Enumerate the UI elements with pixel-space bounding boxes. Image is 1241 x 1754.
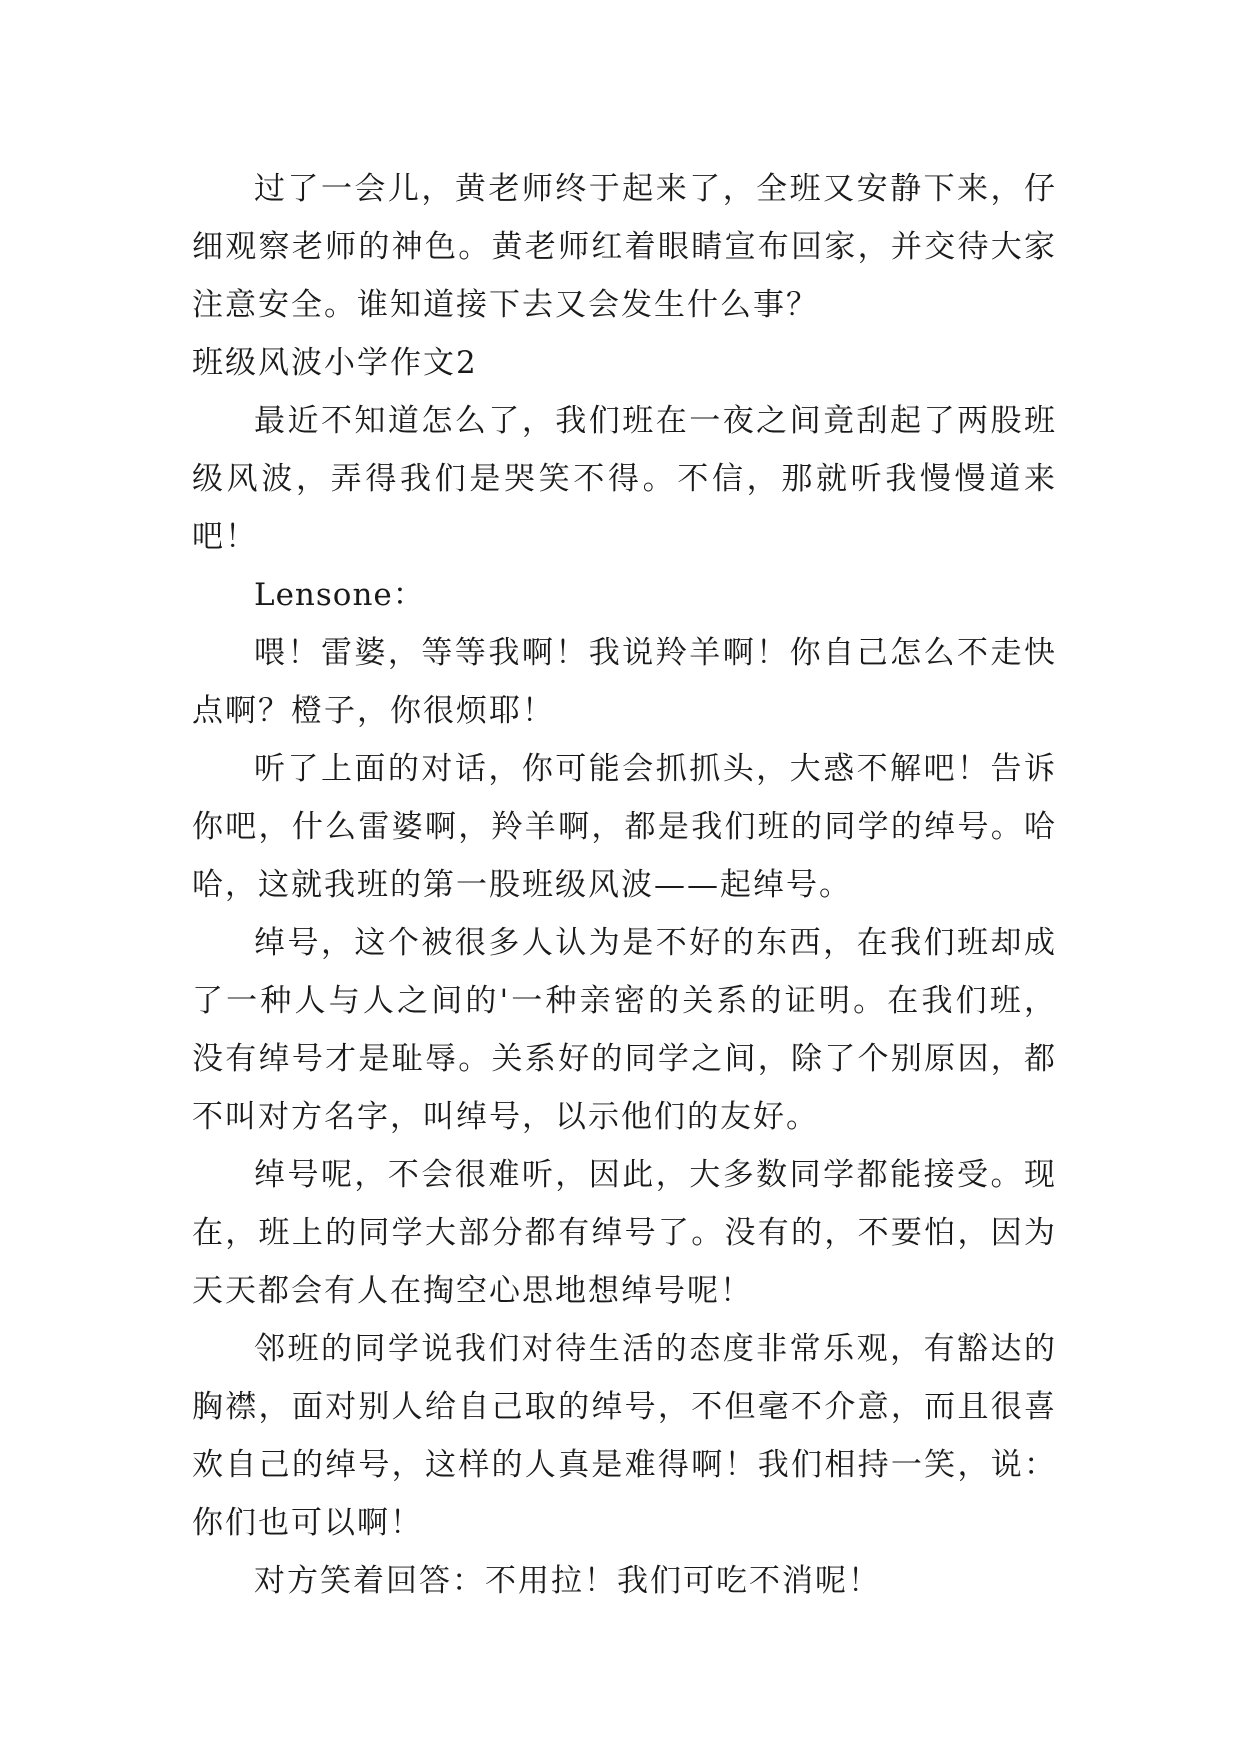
paragraph-7: 邻班的同学说我们对待生活的态度非常乐观，有豁达的胸襟，面对别人给自己取的绰号，不但毫不介意，而且很喜欢自己的绰号，这样的人真是难得啊！我们相持一笑，说：你们也可以啊！ <box>192 1331 1057 1541</box>
paragraph-2: 最近不知道怎么了，我们班在一夜之间竟刮起了两股班级风波，弄得我们是哭笑不得。不信，那就听我慢慢道来吧！ <box>192 403 1057 555</box>
paragraph-6: 绰号呢，不会很难听，因此，大多数同学都能接受。现在，班上的同学大部分都有绰号了。没有的，不要怕，因为天天都会有人在掏空心思地想绰号呢！ <box>192 1157 1057 1309</box>
document-page <box>192 160 1057 1610</box>
paragraph-3: 喂！雷婆，等等我啊！我说羚羊啊！你自己怎么不走快点啊？橙子，你很烦耶！ <box>192 635 1057 729</box>
paragraph-5: 绰号，这个被很多人认为是不好的东西，在我们班却成了一种人与人之间的'一种亲密的关系的证明。在我们班，没有绰号才是耻辱。关系好的同学之间，除了个别原因，都不叫对方名字，叫绰号，以示他们的友好。 <box>192 925 1057 1135</box>
speaker-label: Lensone： <box>254 577 425 613</box>
paragraph-1: 过了一会儿，黄老师终于起来了，全班又安静下来，仔细观察老师的神色。黄老师红着眼睛宣布回家，并交待大家注意安全。谁知道接下去又会发生什么事？ <box>192 171 1057 323</box>
paragraph-8: 对方笑着回答：不用拉！我们可吃不消呢！ <box>254 1563 881 1599</box>
section-title: 班级风波小学作文2 <box>192 345 478 381</box>
paragraph-4: 听了上面的对话，你可能会抓抓头，大惑不解吧！告诉你吧，什么雷婆啊，羚羊啊，都是我们班的同学的绰号。哈哈，这就我班的第一股班级风波——起绰号。 <box>192 751 1057 903</box>
